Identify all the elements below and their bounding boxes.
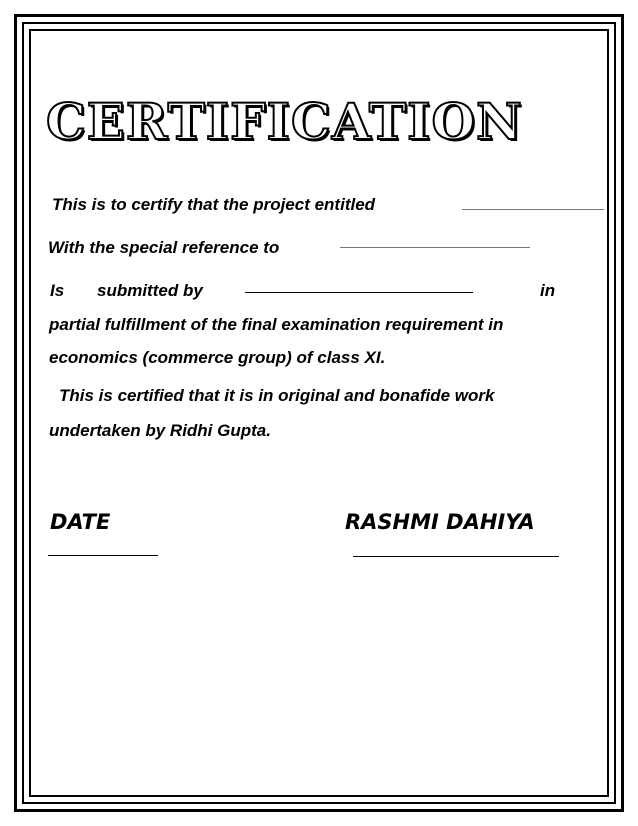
teacher-name: RASHMI DAHIYA [345,510,535,534]
in-text: in [540,281,556,300]
certified-original-text: This is certified that it is in original and bonafide work [59,386,495,405]
special-reference-text: With the special reference to [48,238,280,257]
submitted-by-blank [245,292,473,293]
certificate-title: CERTIFICATION [46,92,523,151]
undertaken-by-text: undertaken by Ridhi Gupta. [49,421,271,440]
teacher-signature-line [353,556,559,557]
special-reference-blank [340,247,530,248]
is-text: Is [50,281,65,300]
project-title-blank [462,209,604,210]
date-label: DATE [50,510,111,534]
economics-text: economics (commerce group) of class XI. [49,348,386,367]
fulfillment-text: partial fulfillment of the final examination requirement in [49,315,504,334]
date-signature-line [48,555,158,556]
project-entitled-text: This is to certify that the project entitled [52,195,376,214]
submitted-by-text: submitted by [97,281,203,300]
